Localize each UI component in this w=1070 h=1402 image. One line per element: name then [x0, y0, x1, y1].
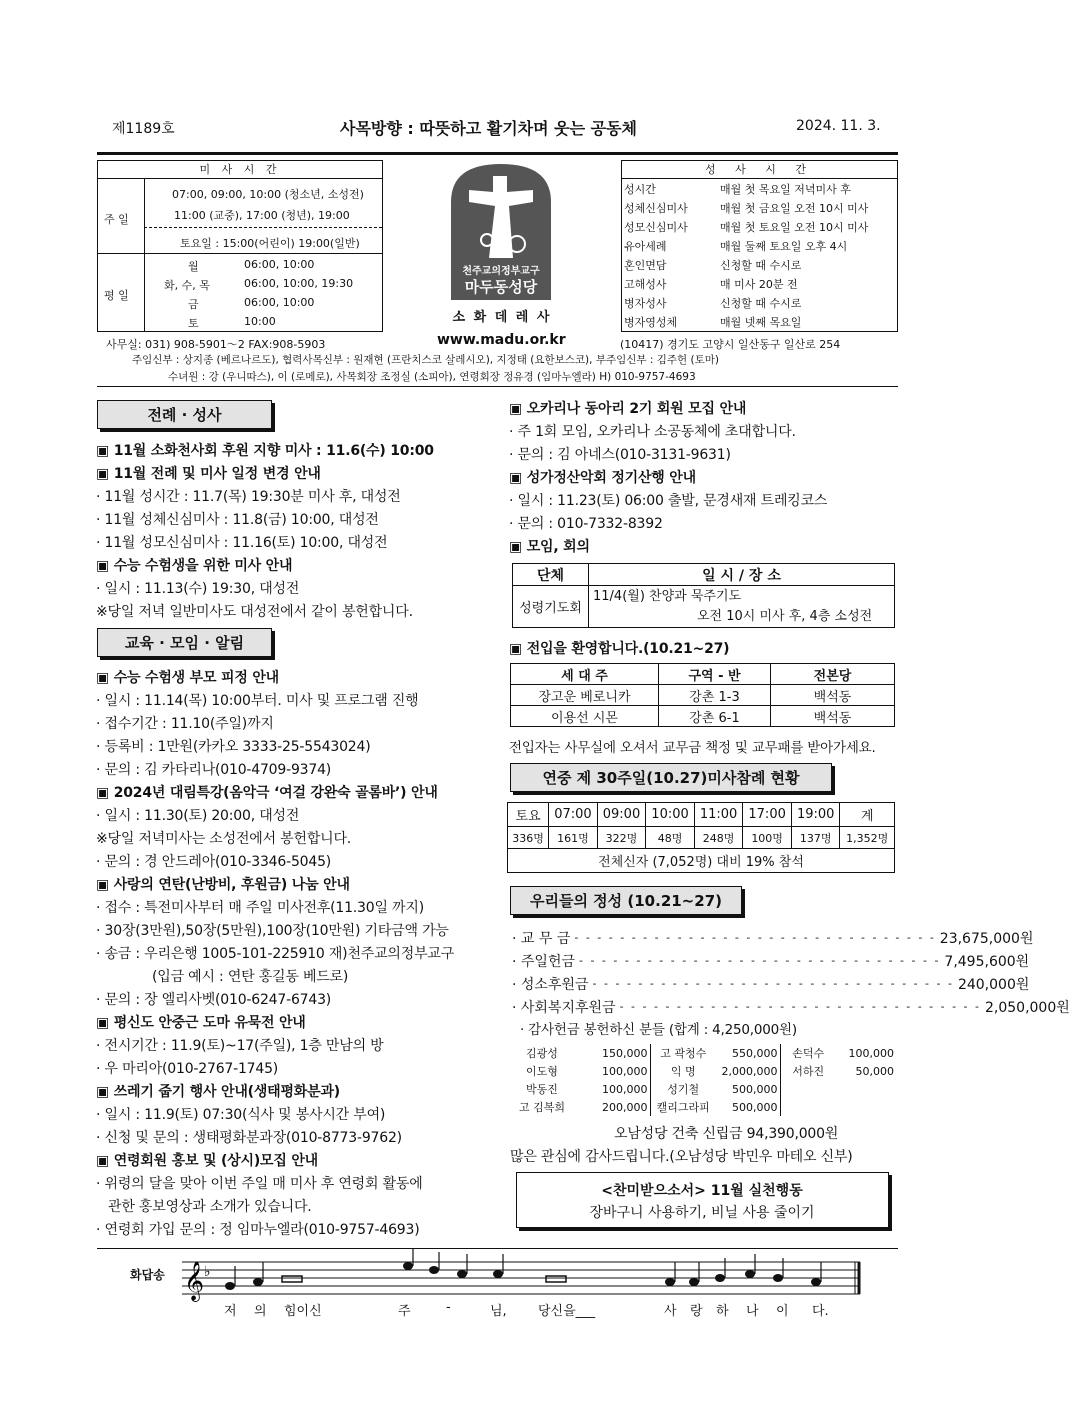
lyric: 사 — [664, 1304, 677, 1319]
table-header: 토요 — [508, 803, 549, 827]
sacraments-title: 성 사 시 간 — [622, 161, 897, 179]
donor-amount: 100,000 — [572, 1062, 650, 1080]
sacrament-name: 병자성사 — [624, 296, 667, 310]
svg-text:𝄞: 𝄞 — [184, 1261, 205, 1301]
attendance-title: 연중 제 30주일(10.27)미사참례 현황 — [510, 763, 832, 792]
donor-amount: 500,000 — [716, 1080, 780, 1098]
table-cell: 백석동 — [771, 685, 895, 706]
sacrament-time: 매월 둘째 토요일 오후 4시 — [720, 239, 848, 253]
saturday-mass: 토요일 : 15:00(어린이) 19:00(일반) — [180, 237, 360, 250]
table-header: 19:00 — [791, 803, 840, 827]
notice-line: · 일시 : 11.30(토) 20:00, 대성전 — [96, 808, 300, 824]
table-header: 11:00 — [694, 803, 743, 827]
sacrament-name: 성모신심미사 — [624, 220, 688, 234]
offering-amount: 7,495,600원 — [944, 953, 1030, 970]
notice-line: · 30장(3만원),50장(5만원),100장(10만원) 기타금액 가능 — [96, 923, 449, 939]
sacrament-time: 매월 첫 토요일 오전 10시 미사 — [720, 220, 869, 234]
donor-amount: 2,000,000 — [716, 1062, 780, 1080]
page-motto: 사목방향 : 따뜻하고 활기차며 웃는 공동체 — [340, 119, 638, 138]
lyric: 님, — [490, 1304, 507, 1319]
logo-diocese: 천주교의정부교구 — [462, 266, 540, 277]
notice-line: · 일시 : 11.13(수) 19:30, 대성전 — [96, 581, 300, 597]
table-header: 17:00 — [743, 803, 792, 827]
notice-line: · 일시 : 11.9(토) 07:30(식사 및 봉사시간 부여) — [96, 1107, 386, 1123]
table-cell: 강촌 1-3 — [659, 685, 771, 706]
sacrament-name: 성시간 — [624, 182, 656, 196]
weekday-day-4: 토 — [188, 317, 199, 330]
sacrament-name: 혼인면담 — [624, 258, 667, 272]
priests-line: 주임신부 : 상지종 (베르나르도), 협력사목신부 : 원재현 (프란치스코 살레시오), 지정태 (요한보스코), 부주임신부 : 김주헌 (토마) — [132, 354, 719, 366]
weekday-time-4: 10:00 — [244, 315, 276, 328]
notice-line: · 일시 : 11.14(목) 10:00부터. 미사 및 프로그램 진행 — [96, 693, 419, 709]
notice-line: · 우 마리아(010-2767-1745) — [96, 1061, 279, 1077]
notice-heading: ▣ 11월 전례 및 미사 일정 변경 안내 — [96, 466, 321, 482]
offering-list: · 교 무 금 - - - - - - - - - - - - - - - - - - - - - - - - - - - - - - - - 23,675,000원 · 주일헌금 - - - - - - - - - - - - - - - - - - - - - - - - - - - - - - - - 7,495,600원 · 성소후원금 - - - - - - - - - - - - - - - - - - - - - - - - - - - - - - - - 240,000원 · 사회복지후원금 - - - - - - - - - - - - - - - - - - - - - - - - - - - - - - - - 2,050,000원 — [512, 926, 897, 1018]
staff-line: 수녀원 : 강 (우니따스), 이 (로메로), 사목회장 조정실 (소피아), 연령회장 정유경 (임마누엘라) H) 010-9757-4693 — [168, 371, 696, 383]
notice-line: · 주 1회 모임, 오카리나 소공동체에 초대합니다. — [509, 424, 796, 440]
donor-amount: 500,000 — [716, 1098, 780, 1116]
offering-label: · 성소후원금 — [512, 976, 589, 993]
lyric: 나 — [746, 1304, 759, 1319]
offering-title: 우리들의 정성 (10.21~27) — [510, 886, 742, 915]
music-staff-icon — [182, 1261, 860, 1301]
table-cell: 100명 — [743, 827, 792, 849]
table-cell: 1,352명 — [840, 827, 895, 849]
welcome-note: 전입자는 사무실에 오셔서 교무금 책정 및 교무패를 받아가세요. — [509, 740, 876, 756]
table-cell: 48명 — [646, 827, 695, 849]
offering-label: · 사회복지후원금 — [512, 999, 616, 1016]
notice-line: · 등록비 : 1만원(카카오 3333-25-5543024) — [96, 739, 371, 755]
donor-name: 김광성 — [526, 1047, 558, 1060]
table-cell: 248명 — [694, 827, 743, 849]
sunday-line-2: 11:00 (교중), 17:00 (청년), 19:00 — [174, 209, 350, 222]
attendance-table — [507, 802, 895, 873]
lyric: 의 — [254, 1304, 267, 1319]
lyric: 저 — [224, 1304, 237, 1319]
table-header: 세 대 주 — [511, 664, 659, 685]
table-header: 단체 — [513, 564, 589, 586]
donor-amount: 100,000 — [572, 1080, 650, 1098]
sacrament-time: 신청할 때 수시로 — [720, 296, 802, 310]
thanks-title: · 감사헌금 봉헌하신 분들 (합계 : 4,250,000원) — [520, 1022, 797, 1038]
table-header: 구역 - 반 — [659, 664, 771, 685]
sacraments-box — [621, 160, 898, 332]
table-header: 09:00 — [597, 803, 646, 827]
sunday-line-1: 07:00, 09:00, 10:00 (청소년, 소성전) — [172, 188, 364, 201]
notice-line: · 송금 : 우리은행 1005-101-225910 재)천주교의정부교구 — [96, 946, 455, 962]
creation-care-title: <찬미받으소서> 11월 실천행동 — [601, 1183, 803, 1199]
lyric: 다. — [812, 1304, 829, 1319]
notice-line: · 11월 성체신심미사 : 11.8(금) 10:00, 대성전 — [96, 512, 379, 528]
mass-times-title: 미 사 시 간 — [98, 161, 382, 179]
meeting-detail: 오전 10시 미사 후, 4층 소성전 — [697, 608, 873, 624]
meeting-group: 성령기도회 — [513, 586, 589, 628]
psalm-label: 화답송 — [130, 1268, 165, 1282]
table-header: 일 시 / 장 소 — [589, 564, 895, 586]
notice-line: · 위령의 달을 맞아 이번 주일 매 미사 후 연령회 활동에 — [96, 1176, 423, 1192]
sacrament-name: 성체신심미사 — [624, 201, 688, 215]
donor-amount: 150,000 — [572, 1044, 650, 1062]
mass-times-box — [97, 160, 383, 332]
notice-heading: ▣ 오카리나 동아리 2기 회원 모집 안내 — [509, 401, 747, 417]
offering-label: · 주일헌금 — [512, 953, 575, 970]
notice-heading: ▣ 쓰레기 줍기 행사 안내(생태평화분과) — [96, 1084, 340, 1100]
notice-heading: ▣ 전입을 환영합니다.(10.21~27) — [509, 641, 730, 657]
table-cell: 백석동 — [771, 706, 895, 727]
onam-building-fund: 오남성당 건축 신립금 94,390,000원 — [614, 1126, 839, 1142]
donor-name: 고 김복희 — [518, 1101, 565, 1114]
notice-line: · 문의 : 경 안드레아(010-3346-5045) — [96, 854, 332, 870]
sacrament-name: 병자영성체 — [624, 315, 678, 329]
table-cell: 이용선 시몬 — [511, 706, 659, 727]
donor-amount: 200,000 — [572, 1098, 650, 1116]
section-liturgy-title: 전례 · 성사 — [97, 400, 272, 429]
notice-line: · 연령회 가입 문의 : 정 임마누엘라(010-9757-4693) — [96, 1222, 420, 1238]
notice-heading: ▣ 11월 소화천사회 후원 지향 미사 : 11.6(수) 10:00 — [96, 443, 434, 459]
notice-line: · 신청 및 문의 : 생태평화분과장(010-8773-9762) — [96, 1130, 402, 1146]
notice-line: · 문의 : 010-7332-8392 — [509, 516, 663, 532]
meeting-table — [512, 563, 895, 628]
header-rule — [97, 152, 898, 155]
notice-line: · 문의 : 김 아네스(010-3131-9631) — [509, 447, 731, 463]
donor-name: 캘리그라피 — [656, 1101, 710, 1114]
offering-amount: 240,000원 — [957, 976, 1030, 993]
weekday-time-2: 06:00, 10:00, 19:30 — [244, 277, 354, 290]
issue-number: 제1189호 — [112, 121, 175, 137]
notice-heading: ▣ 2024년 대림특강(옴악극 ‘여걸 강완숙 골롬바’) 안내 — [96, 785, 438, 801]
website-url[interactable]: www.madu.or.kr — [437, 332, 566, 348]
table-cell: 336명 — [508, 827, 549, 849]
sacrament-time: 매월 첫 목요일 저녁미사 후 — [720, 182, 851, 196]
contact-rule — [97, 386, 898, 387]
creation-care-box — [516, 1172, 889, 1228]
weekday-time-1: 06:00, 10:00 — [244, 258, 315, 271]
table-cell: 장고운 베로니카 — [511, 685, 659, 706]
logo-parish-name: 마두동성당 — [464, 278, 538, 296]
donor-name: 성기철 — [667, 1083, 700, 1096]
weekday-day-2: 화, 수, 목 — [164, 279, 210, 292]
donor-name: 이도형 — [526, 1065, 558, 1078]
lyric: - — [446, 1300, 451, 1315]
parish-logo — [447, 162, 555, 302]
table-header: 전본당 — [771, 664, 895, 685]
sacrament-time: 매월 첫 금요일 오전 10시 미사 — [720, 201, 869, 215]
notice-heading: ▣ 모임, 회의 — [509, 539, 590, 555]
notice-line: · 11월 성모신심미사 : 11.16(토) 10:00, 대성전 — [96, 535, 388, 551]
parish-patron: 소 화 데 레 사 — [452, 310, 552, 325]
notice-heading: ▣ 연령회원 홍보 및 (상시)모집 안내 — [96, 1153, 319, 1169]
lyric: 랑 — [690, 1304, 703, 1319]
sunday-label: 주 일 — [104, 213, 129, 226]
music-staff — [182, 1261, 860, 1301]
notice-line: · 일시 : 11.23(토) 06:00 출발, 문경새재 트레킹코스 — [509, 493, 828, 509]
table-cell: 322명 — [597, 827, 646, 849]
meeting-detail: 11/4(월) 찬양과 묵주기도 — [593, 588, 742, 604]
table-cell: 161명 — [549, 827, 598, 849]
notice-line: · 11월 성시간 : 11.7(목) 19:30분 미사 후, 대성전 — [96, 489, 401, 505]
weekday-time-3: 06:00, 10:00 — [244, 296, 315, 309]
notice-line: ※당일 저녁미사는 소성전에서 봉헌합니다. — [96, 831, 352, 847]
offering-amount: 23,675,000원 — [939, 930, 1034, 947]
sacrament-name: 고해성사 — [624, 277, 667, 291]
notice-heading: ▣ 수능 수험생 부모 피정 안내 — [96, 670, 279, 686]
section-education-title: 교육 · 모임 · 알림 — [97, 628, 272, 657]
notice-line: · 문의 : 장 엘리사벳(010-6247-6743) — [96, 992, 332, 1008]
donor-amount: 550,000 — [716, 1044, 780, 1062]
offering-label: · 교 무 금 — [512, 930, 571, 947]
parish-address: (10417) 경기도 고양시 일산동구 일산로 254 — [620, 338, 841, 351]
table-header: 10:00 — [646, 803, 695, 827]
lyric: 당신을___ — [538, 1304, 596, 1319]
donor-amount: 100,000 — [848, 1046, 894, 1060]
notice-line: · 전시기간 : 11.9(토)~17(주일), 1층 만남의 방 — [96, 1038, 384, 1054]
donor-name: 서하진 — [792, 1065, 825, 1078]
weekday-label: 평 일 — [104, 289, 129, 302]
table-cell: 강촌 6-1 — [659, 706, 771, 727]
table-header: 계 — [840, 803, 895, 827]
psalm-rule — [97, 1248, 898, 1249]
donor-name: 고 곽청수 — [660, 1047, 707, 1060]
donor-name: 박동진 — [526, 1083, 558, 1096]
sacrament-time: 매월 넷째 목요일 — [720, 315, 802, 329]
office-phone: 사무실: 031) 908-5901～2 FAX:908-5903 — [106, 338, 326, 351]
donor-table — [512, 1044, 898, 1116]
welcome-table — [510, 663, 895, 727]
table-cell: 137명 — [791, 827, 840, 849]
notice-line: 관한 홍보영상과 소개가 있습니다. — [108, 1199, 312, 1215]
donor-name: 손덕수 — [792, 1047, 825, 1060]
attendance-summary: 전체신자 (7,052명) 대비 19% 참석 — [508, 849, 895, 873]
lyric: 주 — [398, 1304, 411, 1319]
lyric: 이 — [776, 1304, 789, 1319]
weekday-day-3: 금 — [188, 298, 199, 311]
psalm-lyrics — [182, 1300, 860, 1318]
notice-line: · 문의 : 김 카타리나(010-4709-9374) — [96, 762, 332, 778]
notice-heading: ▣ 사랑의 연탄(난방비, 후원금) 나눔 안내 — [96, 877, 350, 893]
sacrament-time: 신청할 때 수시로 — [720, 258, 802, 272]
offering-amount: 2,050,000원 — [985, 999, 1070, 1016]
lyric: 힘이신 — [284, 1304, 322, 1319]
notice-heading: ▣ 평신도 안중근 도마 유묵전 안내 — [96, 1015, 306, 1031]
notice-heading: ▣ 수능 수험생을 위한 미사 안내 — [96, 558, 293, 574]
onam-thanks: 많은 관심에 감사드립니다.(오남성당 박민우 마테오 신부) — [510, 1149, 853, 1165]
weekday-day-1: 월 — [188, 260, 199, 273]
notice-line: · 접수 : 특전미사부터 매 주일 미사전후(11.30일 까지) — [96, 900, 424, 916]
lyric: 하 — [716, 1304, 729, 1319]
notice-line: · 접수기간 : 11.10(주일)까지 — [96, 716, 274, 732]
donor-name: 익 명 — [670, 1065, 696, 1078]
sacrament-time: 매 미사 20분 전 — [720, 277, 798, 291]
notice-line: (입금 예시 : 연탄 홍길동 베드로) — [152, 969, 349, 985]
svg-text:♭: ♭ — [204, 1264, 211, 1280]
notice-line: ※당일 저녁 일반미사도 대성전에서 같이 봉헌합니다. — [96, 604, 413, 620]
donor-amount: 50,000 — [855, 1064, 894, 1078]
sacrament-name: 유아세례 — [624, 239, 667, 253]
creation-care-text: 장바구니 사용하기, 비닐 사용 줄이기 — [589, 1205, 815, 1221]
issue-date: 2024. 11. 3. — [796, 118, 881, 134]
table-header: 07:00 — [549, 803, 598, 827]
notice-heading: ▣ 성가정산악회 정기산행 안내 — [509, 470, 696, 486]
